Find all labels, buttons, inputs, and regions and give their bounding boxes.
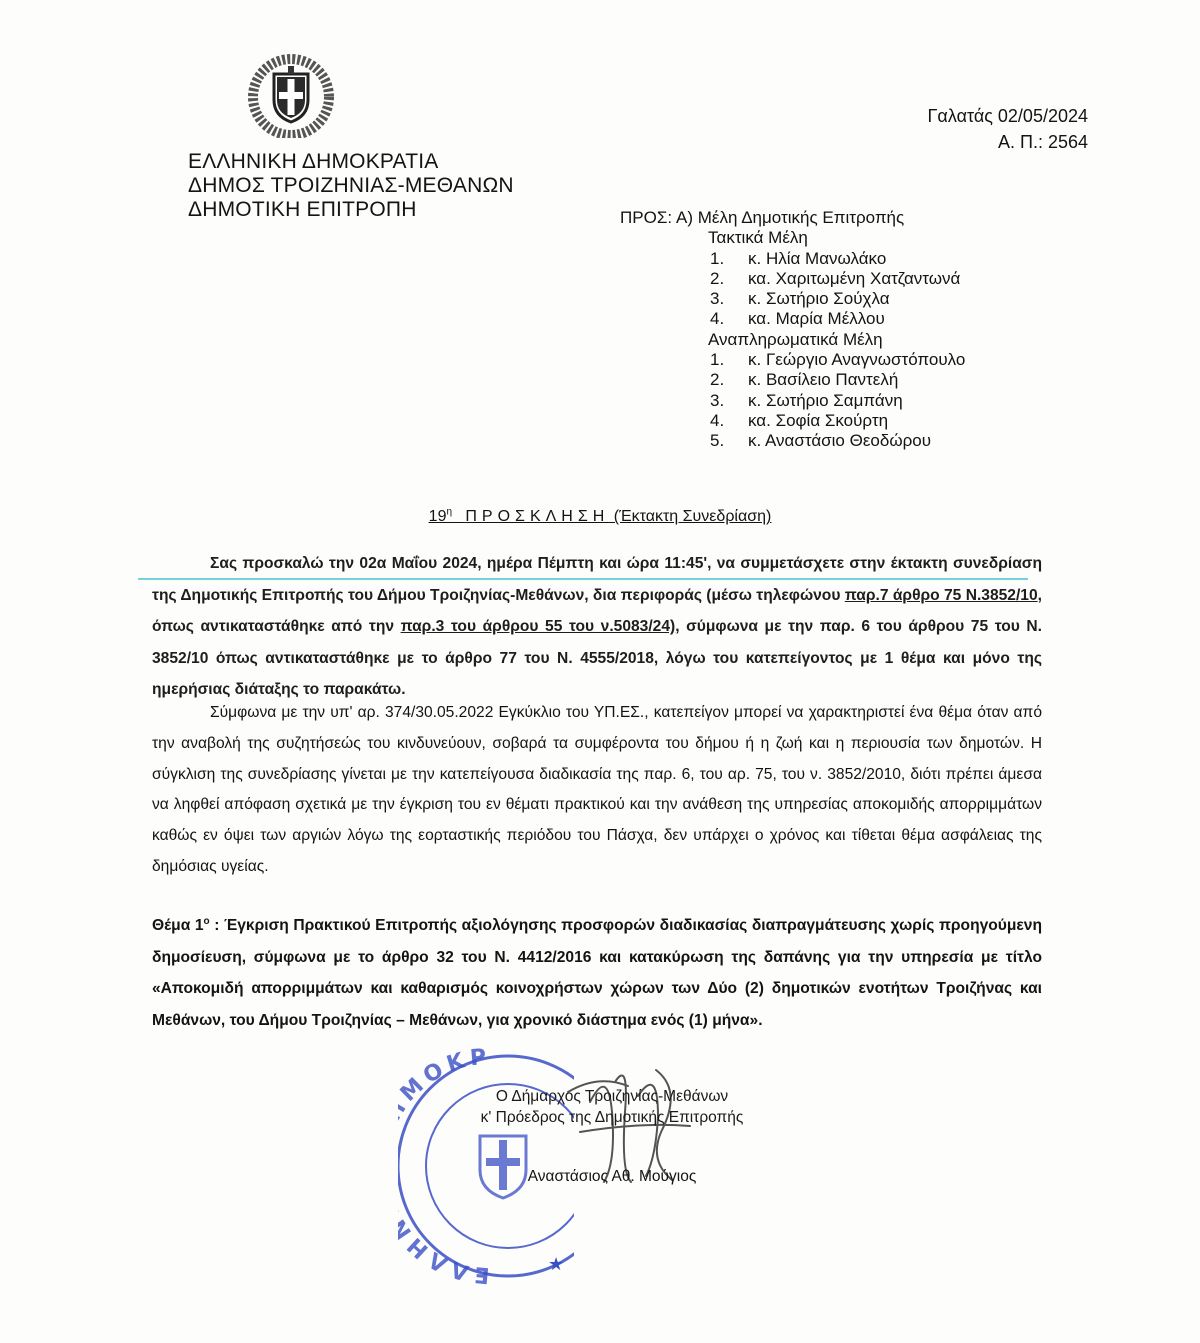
list-item: 2. κ. Βασίλειο Παντελή [710,370,899,390]
list-item: 4. κα. Σοφία Σκούρτη [710,410,889,430]
place-date: Γαλατάς 02/05/2024 [927,106,1088,126]
issuer-line-committee: ΔΗΜΟΤΙΚΗ ΕΠΙΤΡΟΠΗ [188,198,417,221]
alternate-members-title: Αναπληρωματικά Μέλη [708,329,883,349]
signatory-title: Ο Δήμαρχος Τροιζηνίας-Μεθάνων [495,1088,729,1105]
issuer-line-country: ΕΛΛΗΝΙΚΗ ΔΗΜΟΚΡΑΤΙΑ [188,150,439,173]
list-item: 3. κ. Σωτήριο Σούχλα [710,289,890,309]
list-item: 5. κ. Αναστάσιο Θεοδώρου [710,431,932,451]
svg-text:★: ★ [548,1254,565,1274]
issuer-line-municipality: ΔΗΜΟΣ ΤΡΟΙΖΗΝΙΑΣ-ΜΕΘΑΝΩΝ [188,174,514,197]
list-item: 3. κ. Σωτήριο Σαμπάνη [710,390,903,410]
recipients-list [676,208,965,452]
list-item: 1. κ. Ηλία Μανωλάκο [710,248,887,268]
urgency-paragraph: Σύμφωνα με την υπ' αρ. 374/30.05.2022 Εγκύκλιο του ΥΠ.ΕΣ., κατεπείγον μπορεί να χαρακτηριστεί ένα θέμα όταν από την αναβολή της συζητήσεώς του κινδυνεύουν, σοβαρά τα συμφέροντα του δήμου ή η ζωή και η περιουσία των δημοτών. Η σύγκλιση της συνεδρίασης γίνεται με την κατεπείγουσα διαδικασία της παρ. 6, του αρ. 75, του ν. 3852/2010, διότι πρέπει άμεσα να ληφθεί απόφαση σχετικά με την έγκριση του εν θέματι πρακτικού και την ανάθεση της υπηρεσίας αποκομιδής απορριμμάτων καθώς εν όψει των αργιών λόγω της εορταστικής περιόδου του Πάσχα, δεν υπάρχει ο χρόνος και τίθεται θέμα ασφάλειας της δημόσιας υγείας. [152,704,1042,875]
greek-coat-of-arms-icon [248,52,334,138]
law-reference-2: παρ.3 του άρθρου 55 του ν.5083/24) [400,618,676,635]
date-block [928,103,1088,155]
list-item: 2. κα. Χαριτωμένη Χατζαντωνά [710,268,961,288]
signatory-name: Αναστάσιος Αθ. Μούγιος [527,1168,697,1185]
invitation-title: $19^\eta$ ΠΡΟΣΚΛΗΣΗ (Έκτακτη Συνεδρίαση) [428,507,772,526]
official-stamp [398,1046,574,1286]
regular-members-title: Τακτικά Μέλη [708,228,808,248]
to-label: ΠΡΟΣ: [620,208,673,227]
issuer-block [188,150,514,222]
law-reference-1: παρ.7 άρθρο 75 Ν.3852/10 [844,586,1038,604]
agenda-topic: Θέμα $1^o$ : Έγκριση Πρακτικού Επιτροπής αξιολόγησης προσφορών διαδικασίας διαπραγμάτευσης χωρίς προηγούμενη δημοσίευση, σύμφωνα με το άρθρο 32 του Ν. 4412/2016 και κατακύρωση της δαπάνης για την υπηρεσία με τίτλο «Αποκομιδή απορριμμάτων και καθαρισμός κοινοχρήστων χώρων των Δύο (2) δημοτικών ενοτήτων Τροιζήνας και Μεθάνων, του Δήμου Τροιζηνίας – Μεθάνων, για χρονικό διάστημα ενός (1) μήνα». [152,916,1043,1029]
recipients-group-a: Α) Μέλη Δημοτικής Επιτροπής [676,208,905,227]
list-item: 1. κ. Γεώργιο Αναγνωστόπουλο [710,350,966,370]
signatory-role: κ' Πρόεδρος της Δημοτικής Επιτροπής [480,1109,744,1126]
invitation-paragraph: Σας προσκαλώ την 02α Μαΐου 2024, ημέρα Πέμπτη και ώρα 11:45', να συμμετάσχετε στην έκτακτη συνεδρίαση της Δημοτικής Επιτροπής του Δήμου Τροιζηνίας-Μεθάνων, δια περιφοράς (μέσω τηλεφώνου παρ.7 άρθρο 75 Ν.3852/10, όπως αντικαταστάθηκε από την παρ.3 του άρθρου 55 του ν.5083/24), σύμφωνα με την παρ. 6 του άρθρου 75 του Ν. 3852/10 όπως αντικαταστάθηκε με το άρθρο 77 του Ν. 4555/2018, λόγω του κατεπείγοντος με 1 θέμα και μόνο της ημερήσιας διάταξης το παρακάτω. [152,555,1042,698]
protocol-number: Α. Π.: 2564 [997,132,1088,152]
list-item: 4. κα. Μαρία Μέλλου [710,309,885,329]
svg-text:ΕΛΛΗΝΙΚΗ ΔΗΜΟΚΡΑΤΙΑ: ΕΛΛΗ ΜΟΚΡ [398,1046,493,1286]
signature-block [372,1086,852,1128]
